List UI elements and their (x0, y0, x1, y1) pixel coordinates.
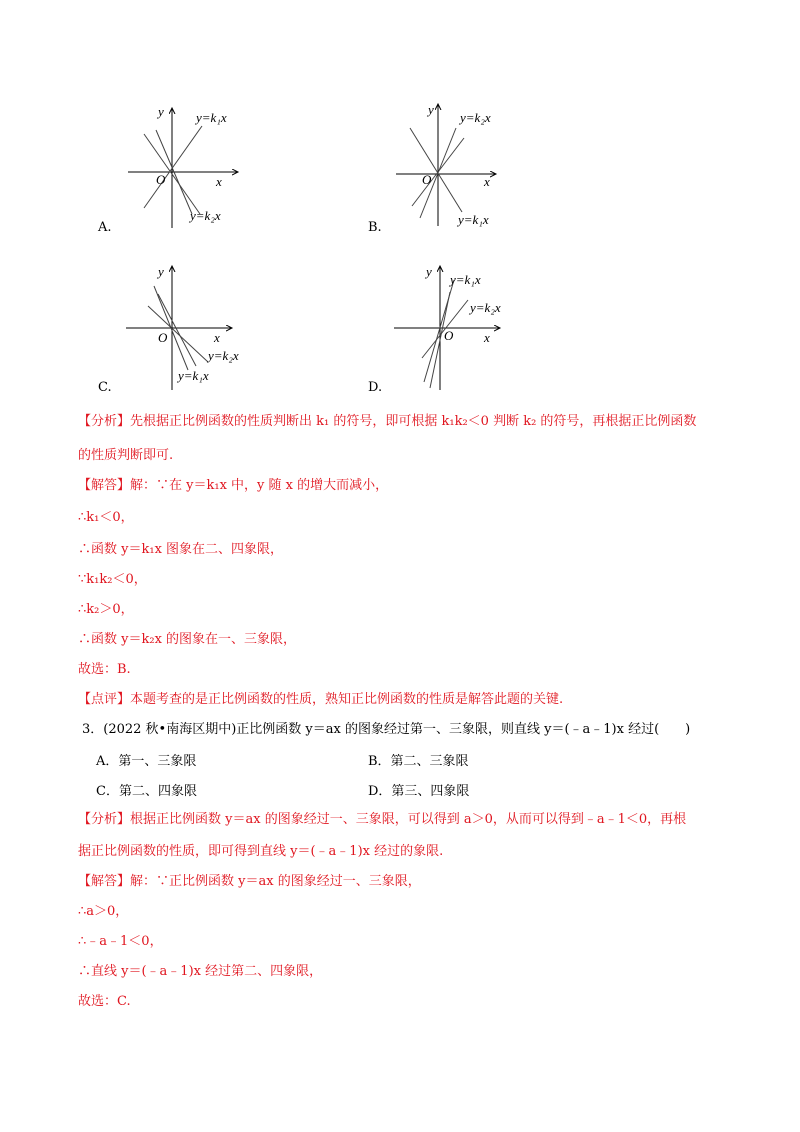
graph-a-svg (120, 100, 250, 230)
analysis-tag: 【分析】 (78, 414, 131, 429)
y-axis-label: y (428, 102, 434, 117)
q2-choice: 故选：B. (78, 662, 131, 677)
q3-option-b: B．第二、三象限 (368, 754, 469, 769)
comment-tag: 【点评】 (78, 692, 131, 707)
line-label-bottom: y=k₁x (178, 368, 209, 383)
q3-option-a: A．第一、三象限 (96, 754, 197, 769)
y-axis-label: y (158, 104, 164, 119)
x-axis-label: x (484, 174, 490, 189)
y-axis-label: y (158, 264, 164, 279)
analysis-text: 根据正比例函数 y＝ax 的图象经过一、三象限，可以得到 a＞0，从而可以得到﹣a﹣1＜0，再根 (130, 812, 687, 827)
line-label-top: y=k₁x (450, 272, 481, 287)
graph-b-svg (392, 98, 522, 230)
q3-stem: 3．(2022 秋•南海区期中)正比例函数 y＝ax 的图象经过第一、三象限，则直线 y＝(﹣a﹣1)x 经过( ) (82, 722, 691, 737)
analysis-tag: 【分析】 (78, 812, 131, 827)
option-b-label: B. (368, 220, 382, 235)
q2-answer (78, 476, 388, 496)
origin-label: O (444, 328, 454, 343)
graph-option-c (120, 262, 250, 392)
x-axis-label: x (214, 330, 220, 345)
origin-label: O (422, 172, 432, 187)
comment-text: 本题考查的是正比例函数的性质，熟知正比例函数的性质是解答此题的关键. (130, 692, 564, 707)
option-d-label: D. (368, 380, 383, 395)
y-axis-label: y (426, 264, 432, 279)
origin-label: O (158, 330, 168, 345)
line-label-top: y=k₁x (196, 110, 227, 125)
line-label-top: y=k₂x (460, 110, 491, 125)
q3-option-c: C．第二、四象限 (96, 784, 197, 799)
q3-analysis (78, 810, 686, 830)
x-axis-label: x (216, 174, 222, 189)
q3-option-d: D．第三、四象限 (368, 784, 470, 799)
option-a-label: A. (98, 220, 112, 235)
graph-option-d (392, 262, 522, 392)
answer-tag: 【解答】 (78, 478, 131, 493)
line-label-bottom: y=k₂x (190, 208, 221, 223)
q2-step-5: ∴函数 y＝k₂x 的图象在一、三象限， (78, 632, 297, 647)
graph-option-b (392, 98, 522, 230)
line-label-bottom: y=k₁x (458, 212, 489, 227)
origin-label: O (156, 172, 166, 187)
analysis-text: 先根据正比例函数的性质判断出 k₁ 的符号，即可根据 k₁k₂＜0 判断 k₂ 的符号，再根据正比例函数 (130, 414, 697, 429)
q2-comment (78, 690, 563, 710)
line-label-top: y=k₂x (208, 348, 239, 363)
line-k1 (144, 126, 202, 208)
q3-choice: 故选：C. (78, 994, 131, 1009)
answer-text: 解：∵正比例函数 y＝ax 的图象经过一、三象限， (130, 874, 421, 889)
answer-text: 解：∵在 y＝k₁x 中，y 随 x 的增大而减小， (130, 478, 389, 493)
line-label-bottom: y=k₂x (470, 300, 501, 315)
q2-analysis (78, 412, 696, 432)
answer-tag: 【解答】 (78, 874, 131, 889)
q3-step-1: ∴a＞0， (78, 904, 129, 919)
q3-step-3: ∴直线 y＝(﹣a﹣1)x 经过第二、四象限， (78, 964, 323, 979)
q2-step-1: ∴k₁＜0， (78, 510, 134, 525)
line-k2 (148, 306, 208, 362)
x-axis-label: x (484, 330, 490, 345)
q3-step-2: ∴﹣a﹣1＜0， (78, 934, 163, 949)
option-c-label: C. (98, 380, 112, 395)
q3-answer (78, 872, 421, 892)
q2-step-4: ∴k₂＞0， (78, 602, 134, 617)
q3-analysis-cont: 据正比例函数的性质，即可得到直线 y＝(﹣a﹣1)x 经过的象限. (78, 844, 444, 859)
q2-analysis-cont: 的性质判断即可. (78, 448, 174, 463)
q2-step-3: ∵k₁k₂＜0， (78, 572, 147, 587)
q2-step-2: ∴函数 y＝k₁x 图象在二、四象限， (78, 542, 284, 557)
graph-option-a (120, 100, 250, 230)
line-k1 (410, 128, 462, 212)
